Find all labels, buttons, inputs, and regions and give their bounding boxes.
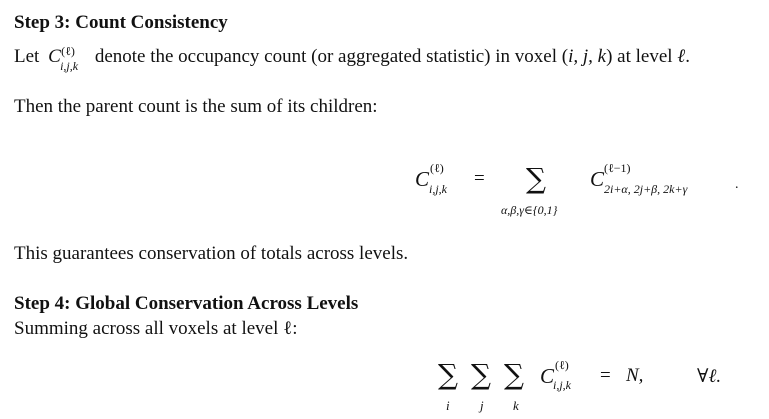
- subscript-ijk: i,j,k: [60, 59, 79, 73]
- step4-heading: Step 4: Global Conservation Across Levels: [14, 293, 359, 314]
- eq1-lhs-C: C: [415, 167, 430, 191]
- superscript-level: (ℓ): [61, 44, 75, 58]
- eq2-N: N,: [626, 365, 644, 386]
- eq2-index-i: i: [446, 398, 450, 413]
- eq1-lhs-sup: (ℓ): [430, 161, 444, 175]
- level-symbol: ℓ: [677, 46, 686, 67]
- eq1-rhs-sup: (ℓ−1): [604, 161, 631, 175]
- eq2-index-j: j: [480, 398, 484, 413]
- step3-conservation-text: This guarantees conservation of totals across levels.: [14, 243, 409, 264]
- text-period: .: [685, 46, 690, 67]
- eq2-sum-k: ∑: [504, 358, 524, 391]
- eq2-forall: ∀ℓ.: [697, 366, 722, 387]
- step4-summing-text: Summing across all voxels at level ℓ:: [14, 318, 298, 339]
- eq1-rhs-C: C: [590, 167, 605, 191]
- eq2-index-k: k: [513, 398, 519, 413]
- eq2-sub: i,j,k: [553, 378, 571, 392]
- eq1-equals: =: [474, 168, 485, 189]
- inline-symbol-C: [44, 44, 90, 73]
- voxel-vars: i, j, k: [568, 46, 607, 67]
- step3-definition-text: [14, 44, 690, 73]
- eq2-sum-i: ∑: [438, 358, 458, 391]
- step3-parent-text: Then the parent count is the sum of its children:: [14, 96, 378, 117]
- symbol-C: C: [48, 46, 61, 67]
- eq1-lhs-sub: i,j,k: [429, 182, 447, 196]
- text-at-level: ) at level: [606, 46, 678, 67]
- eq2-sum-j: ∑: [471, 358, 491, 391]
- eq1-sum-subscript: α,β,γ∈{0,1}: [501, 203, 558, 217]
- step3-heading: Step 3: Count Consistency: [14, 12, 228, 33]
- eq1-rhs-sub: 2i+α, 2j+β, 2k+γ: [604, 182, 688, 196]
- eq2-sup: (ℓ): [555, 358, 569, 372]
- eq1-sum-symbol: ∑: [526, 162, 546, 195]
- eq1-period: .: [735, 177, 739, 192]
- text-let: Let: [14, 46, 45, 67]
- eq2-equals: =: [600, 365, 611, 386]
- eq2-C: C: [540, 364, 555, 388]
- text-denote: denote the occupancy count (or aggregated statistic) in voxel (: [90, 46, 569, 67]
